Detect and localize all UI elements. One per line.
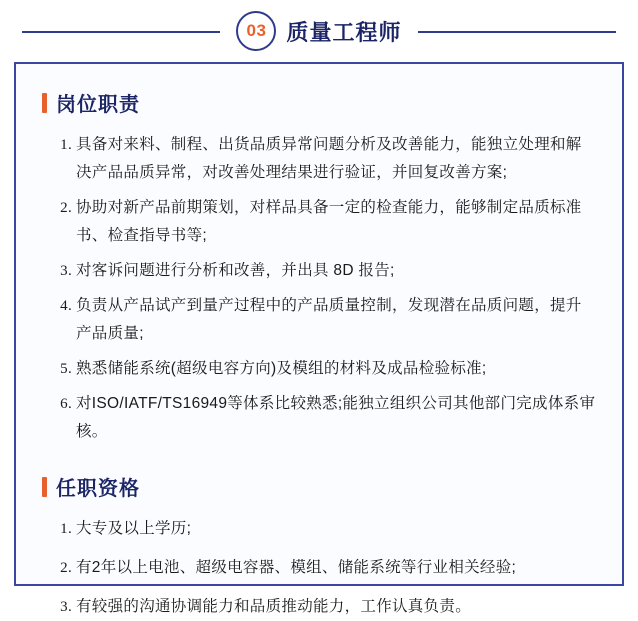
qualifications-list bbox=[42, 515, 596, 621]
list-item: 有2年以上电池、超级电容器、模组、储能系统等行业相关经验; bbox=[76, 559, 517, 576]
list-item: 负责从产品试产到量产过程中的产品质量控制，发现潜在品质问题，提升产品质量; bbox=[76, 297, 582, 342]
page-title: 质量工程师 bbox=[286, 19, 402, 45]
list-item: 具备对来料、制程、出货品质异常问题分析及改善能力，能独立处理和解决产品品质异常，对改善处理结果进行验证，并回复改善方案; bbox=[76, 136, 582, 181]
header-title-group bbox=[220, 11, 417, 51]
list-item: 对ISO/IATF/TS16949等体系比较熟悉;能独立组织公司其他部门完成体系审核。 bbox=[76, 395, 596, 440]
accent-bar-icon bbox=[42, 93, 47, 113]
section-title-qualifications: 任职资格 bbox=[56, 478, 140, 500]
section-heading-responsibilities bbox=[42, 88, 596, 117]
list-item: 熟悉储能系统(超级电容方向)及模组的材料及成品检验标准; bbox=[76, 360, 487, 377]
list-item: 大专及以上学历; bbox=[76, 520, 192, 537]
accent-bar-icon bbox=[42, 477, 47, 497]
section-heading-qualifications bbox=[42, 472, 596, 501]
responsibilities-list bbox=[42, 131, 596, 446]
document-header bbox=[0, 0, 638, 62]
list-item: 有较强的沟通协调能力和品质推动能力，工作认真负责。 bbox=[76, 598, 472, 615]
content-panel bbox=[14, 62, 624, 615]
section-title-responsibilities: 岗位职责 bbox=[56, 94, 140, 116]
list-item: 对客诉问题进行分析和改善，并出具 8D 报告; bbox=[76, 262, 395, 279]
section-number-badge: 03 bbox=[236, 11, 276, 51]
list-item: 协助对新产品前期策划，对样品具备一定的检查能力，能够制定品质标准书、检查指导书等; bbox=[76, 199, 582, 244]
